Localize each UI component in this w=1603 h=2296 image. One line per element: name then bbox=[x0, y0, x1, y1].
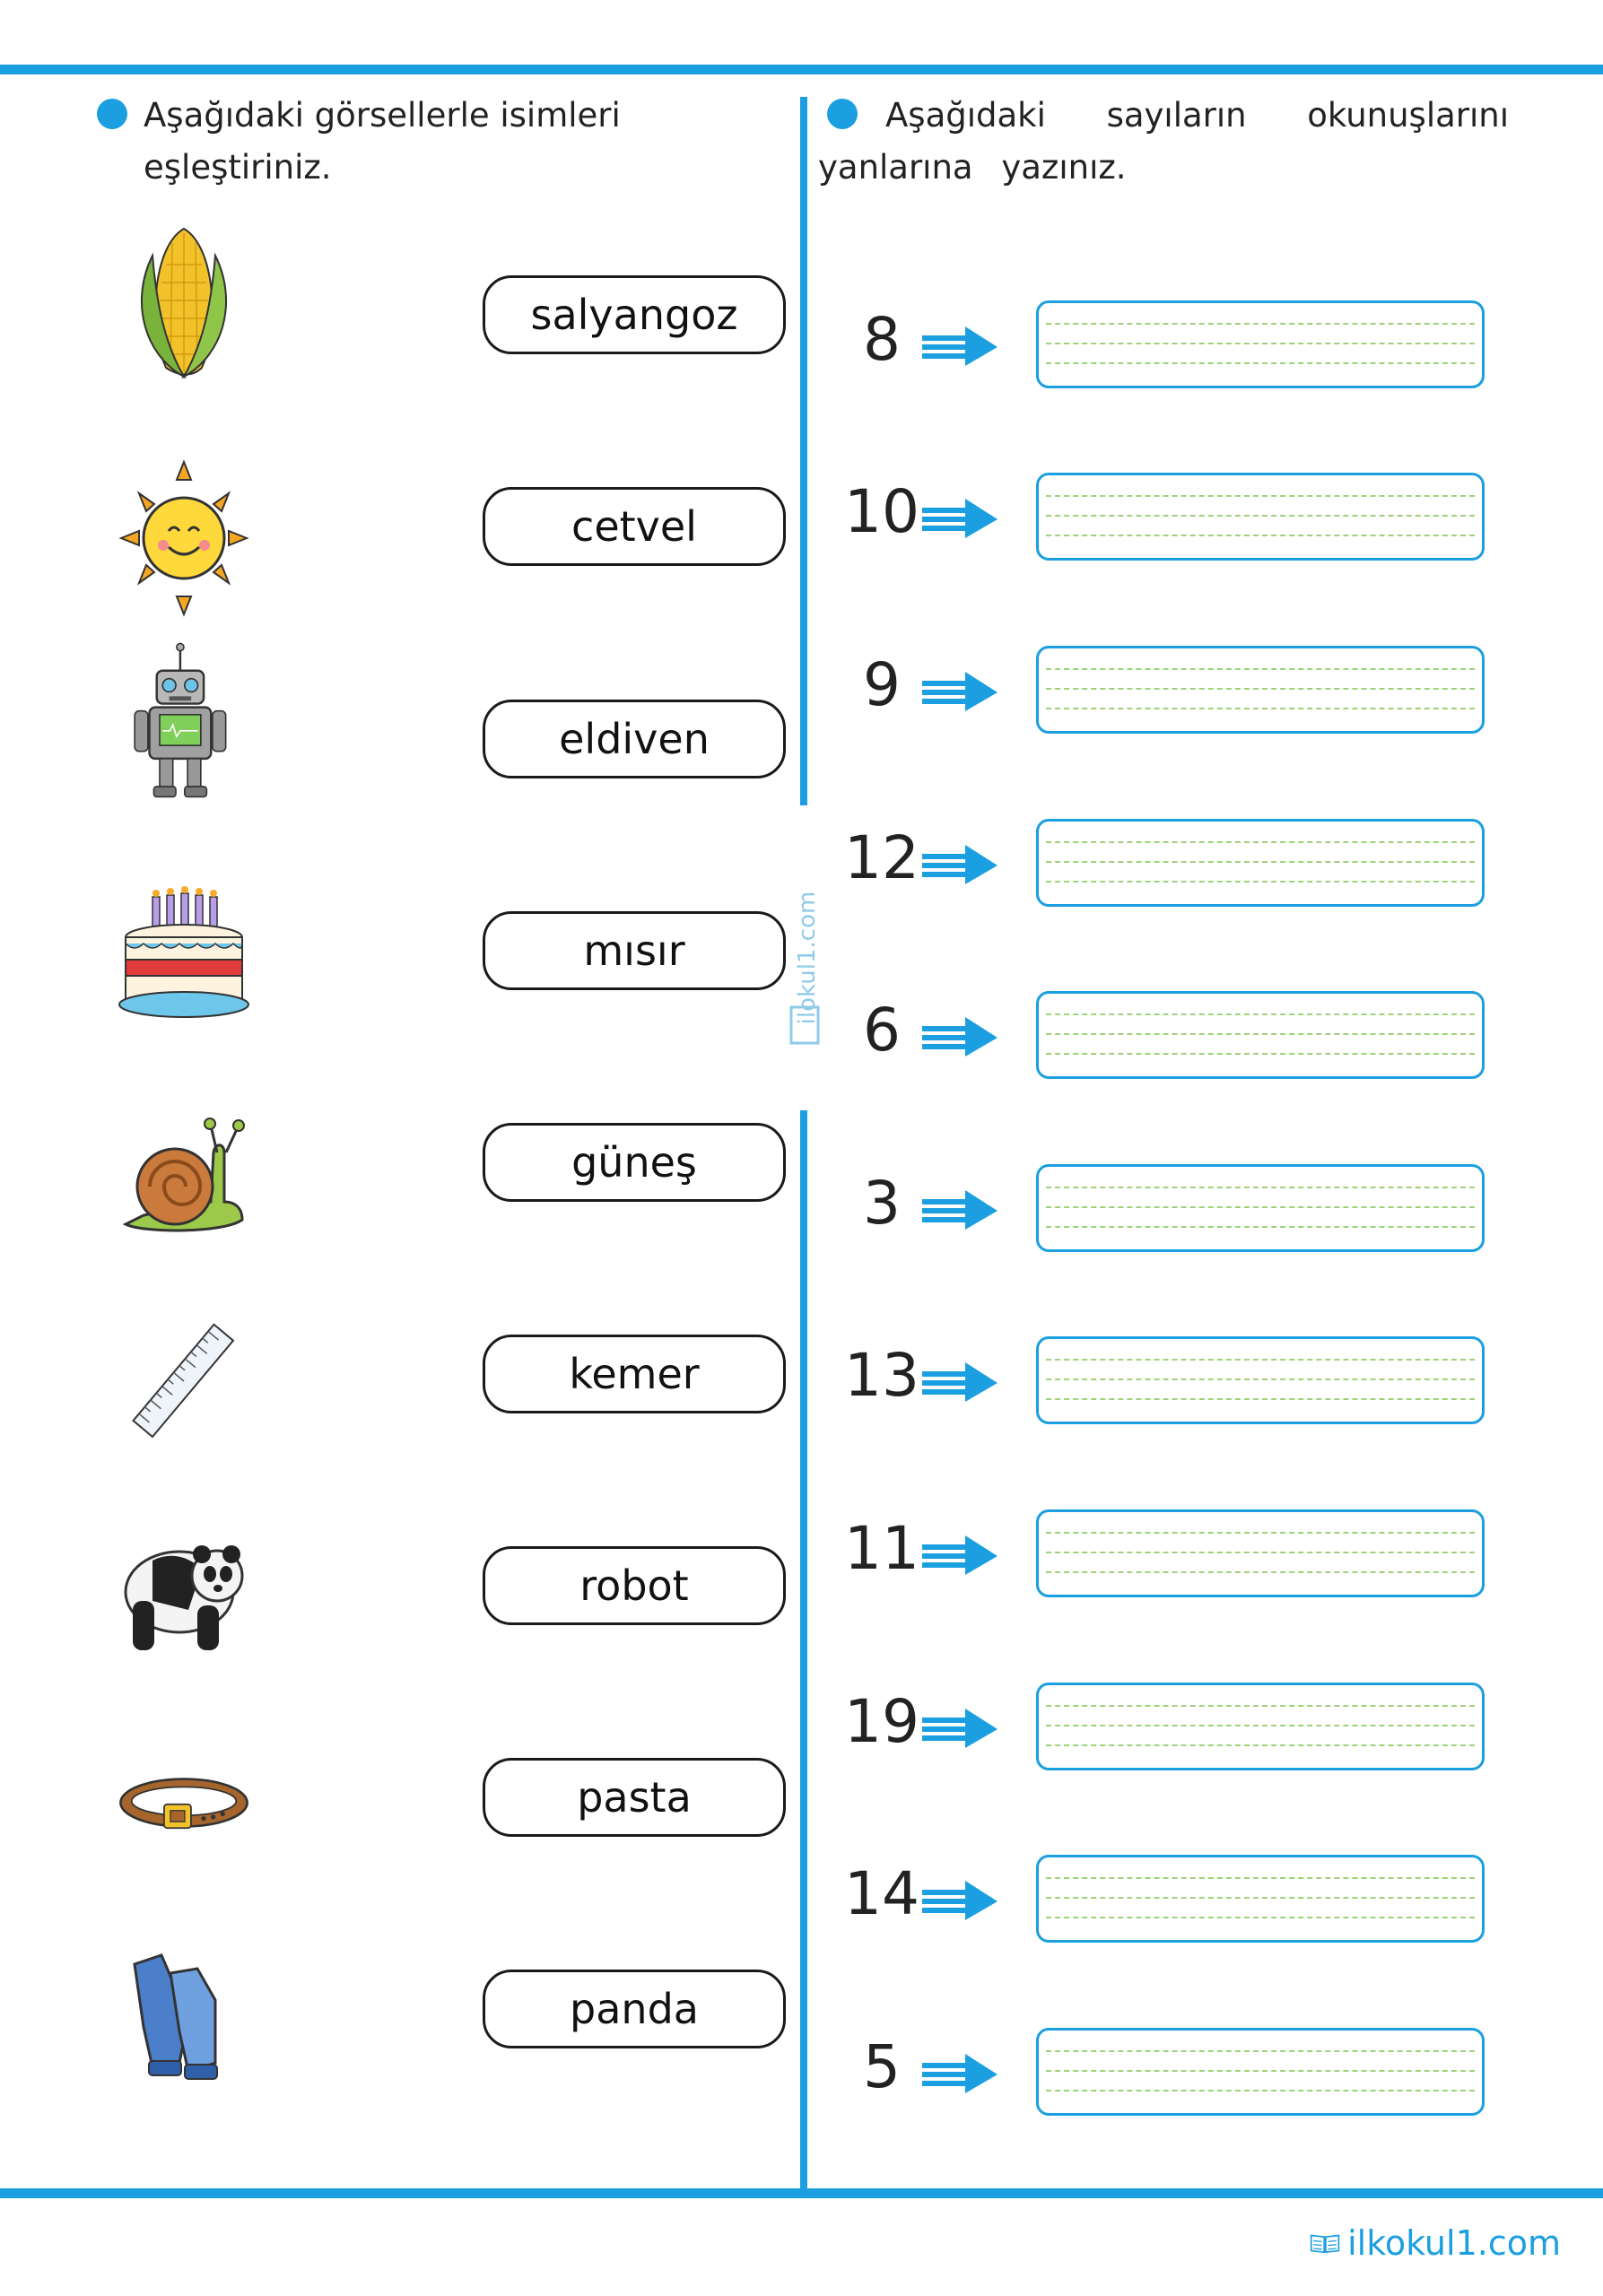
guide-line bbox=[1046, 1705, 1475, 1707]
number-label: 14 bbox=[844, 1859, 919, 1928]
guide-line bbox=[1046, 881, 1475, 883]
column-divider-top bbox=[800, 97, 807, 805]
word-box: pasta bbox=[483, 1758, 786, 1837]
answer-box[interactable] bbox=[1036, 991, 1485, 1079]
guide-line bbox=[1046, 841, 1475, 843]
belt-icon bbox=[117, 1722, 251, 1883]
instruction-right: Aşağıdaki sayıların okunuşlarını yanlarına yazınız. bbox=[818, 96, 1509, 187]
guide-line bbox=[1046, 1398, 1475, 1400]
arrow-icon bbox=[919, 1705, 999, 1752]
answer-box[interactable] bbox=[1036, 1336, 1485, 1424]
number-label: 6 bbox=[863, 996, 901, 1065]
number-label: 3 bbox=[863, 1169, 901, 1238]
guide-line bbox=[1046, 1877, 1475, 1879]
bullet-icon bbox=[97, 99, 127, 129]
word-box: panda bbox=[483, 1970, 786, 2048]
guide-line bbox=[1046, 1033, 1475, 1035]
number-label: 8 bbox=[863, 305, 901, 374]
number-label: 12 bbox=[844, 823, 919, 892]
guide-line bbox=[1046, 2070, 1475, 2072]
word-box: cetvel bbox=[483, 487, 786, 566]
word-box: mısır bbox=[483, 911, 786, 990]
guide-line bbox=[1046, 1359, 1475, 1361]
guide-line bbox=[1046, 688, 1475, 690]
guide-line bbox=[1046, 1725, 1475, 1726]
guide-line bbox=[1046, 535, 1475, 536]
guide-line bbox=[1046, 1571, 1475, 1573]
number-label: 10 bbox=[844, 477, 919, 546]
number-label: 13 bbox=[844, 1341, 919, 1410]
answer-box[interactable] bbox=[1036, 1509, 1485, 1597]
birthday-cake-icon bbox=[117, 879, 251, 1040]
arrow-icon bbox=[919, 2050, 999, 2097]
guide-line bbox=[1046, 1552, 1475, 1553]
guide-line bbox=[1046, 2090, 1475, 2092]
arrow-icon bbox=[919, 495, 999, 542]
guide-line bbox=[1046, 1744, 1475, 1746]
instruction-left: Aşağıdaki görsellerle isimleri eşleştiriniz. bbox=[144, 96, 621, 187]
watermark-text: ilokul1.com bbox=[794, 891, 821, 1025]
gloves-icon bbox=[117, 1937, 251, 2099]
word-box: robot bbox=[483, 1546, 786, 1625]
panda-icon bbox=[117, 1507, 251, 1668]
guide-line bbox=[1046, 323, 1475, 325]
word-box: güneş bbox=[483, 1123, 786, 1202]
answer-box[interactable] bbox=[1036, 473, 1485, 561]
guide-line bbox=[1046, 668, 1475, 670]
arrow-icon bbox=[919, 1187, 999, 1233]
answer-box[interactable] bbox=[1036, 1683, 1485, 1770]
guide-line bbox=[1046, 861, 1475, 863]
guide-line bbox=[1046, 1206, 1475, 1208]
guide-line bbox=[1046, 1187, 1475, 1188]
guide-line bbox=[1046, 1897, 1475, 1899]
arrow-icon bbox=[919, 323, 999, 370]
number-label: 11 bbox=[844, 1514, 919, 1583]
snail-icon bbox=[117, 1099, 251, 1260]
guide-line bbox=[1046, 515, 1475, 517]
answer-box[interactable] bbox=[1036, 819, 1485, 907]
word-box: kemer bbox=[483, 1335, 786, 1413]
guide-line bbox=[1046, 708, 1475, 709]
arrow-icon bbox=[919, 1877, 999, 1924]
arrow-icon bbox=[919, 1013, 999, 1060]
corn-icon bbox=[117, 220, 251, 381]
book-icon bbox=[1310, 2218, 1340, 2268]
answer-box[interactable] bbox=[1036, 1164, 1485, 1252]
column-divider-bottom bbox=[800, 1110, 807, 2192]
top-border-line bbox=[0, 65, 1603, 74]
arrow-icon bbox=[919, 668, 999, 715]
answer-box[interactable] bbox=[1036, 2028, 1485, 2116]
guide-line bbox=[1046, 362, 1475, 364]
guide-line bbox=[1046, 1917, 1475, 1918]
number-label: 19 bbox=[844, 1687, 919, 1756]
number-label: 5 bbox=[863, 2032, 901, 2101]
ruler-icon bbox=[117, 1300, 251, 1462]
sun-icon bbox=[117, 457, 251, 619]
guide-line bbox=[1046, 1053, 1475, 1055]
guide-line bbox=[1046, 343, 1475, 344]
word-box: eldiven bbox=[483, 700, 786, 778]
word-box: salyangoz bbox=[483, 275, 786, 354]
robot-icon bbox=[117, 641, 251, 803]
arrow-icon bbox=[919, 1359, 999, 1405]
guide-line bbox=[1046, 2050, 1475, 2052]
arrow-icon bbox=[919, 1532, 999, 1578]
guide-line bbox=[1046, 1532, 1475, 1534]
footer-logo bbox=[1310, 2212, 1561, 2274]
arrow-icon bbox=[919, 841, 999, 888]
guide-line bbox=[1046, 1226, 1475, 1228]
answer-box[interactable] bbox=[1036, 300, 1485, 388]
answer-box[interactable] bbox=[1036, 646, 1485, 734]
guide-line bbox=[1046, 495, 1475, 497]
number-label: 9 bbox=[863, 650, 901, 719]
answer-box[interactable] bbox=[1036, 1855, 1485, 1943]
footer-logo-text: ilkokul1.com bbox=[1347, 2223, 1561, 2263]
guide-line bbox=[1046, 1013, 1475, 1015]
watermark bbox=[779, 859, 831, 1057]
guide-line bbox=[1046, 1378, 1475, 1380]
